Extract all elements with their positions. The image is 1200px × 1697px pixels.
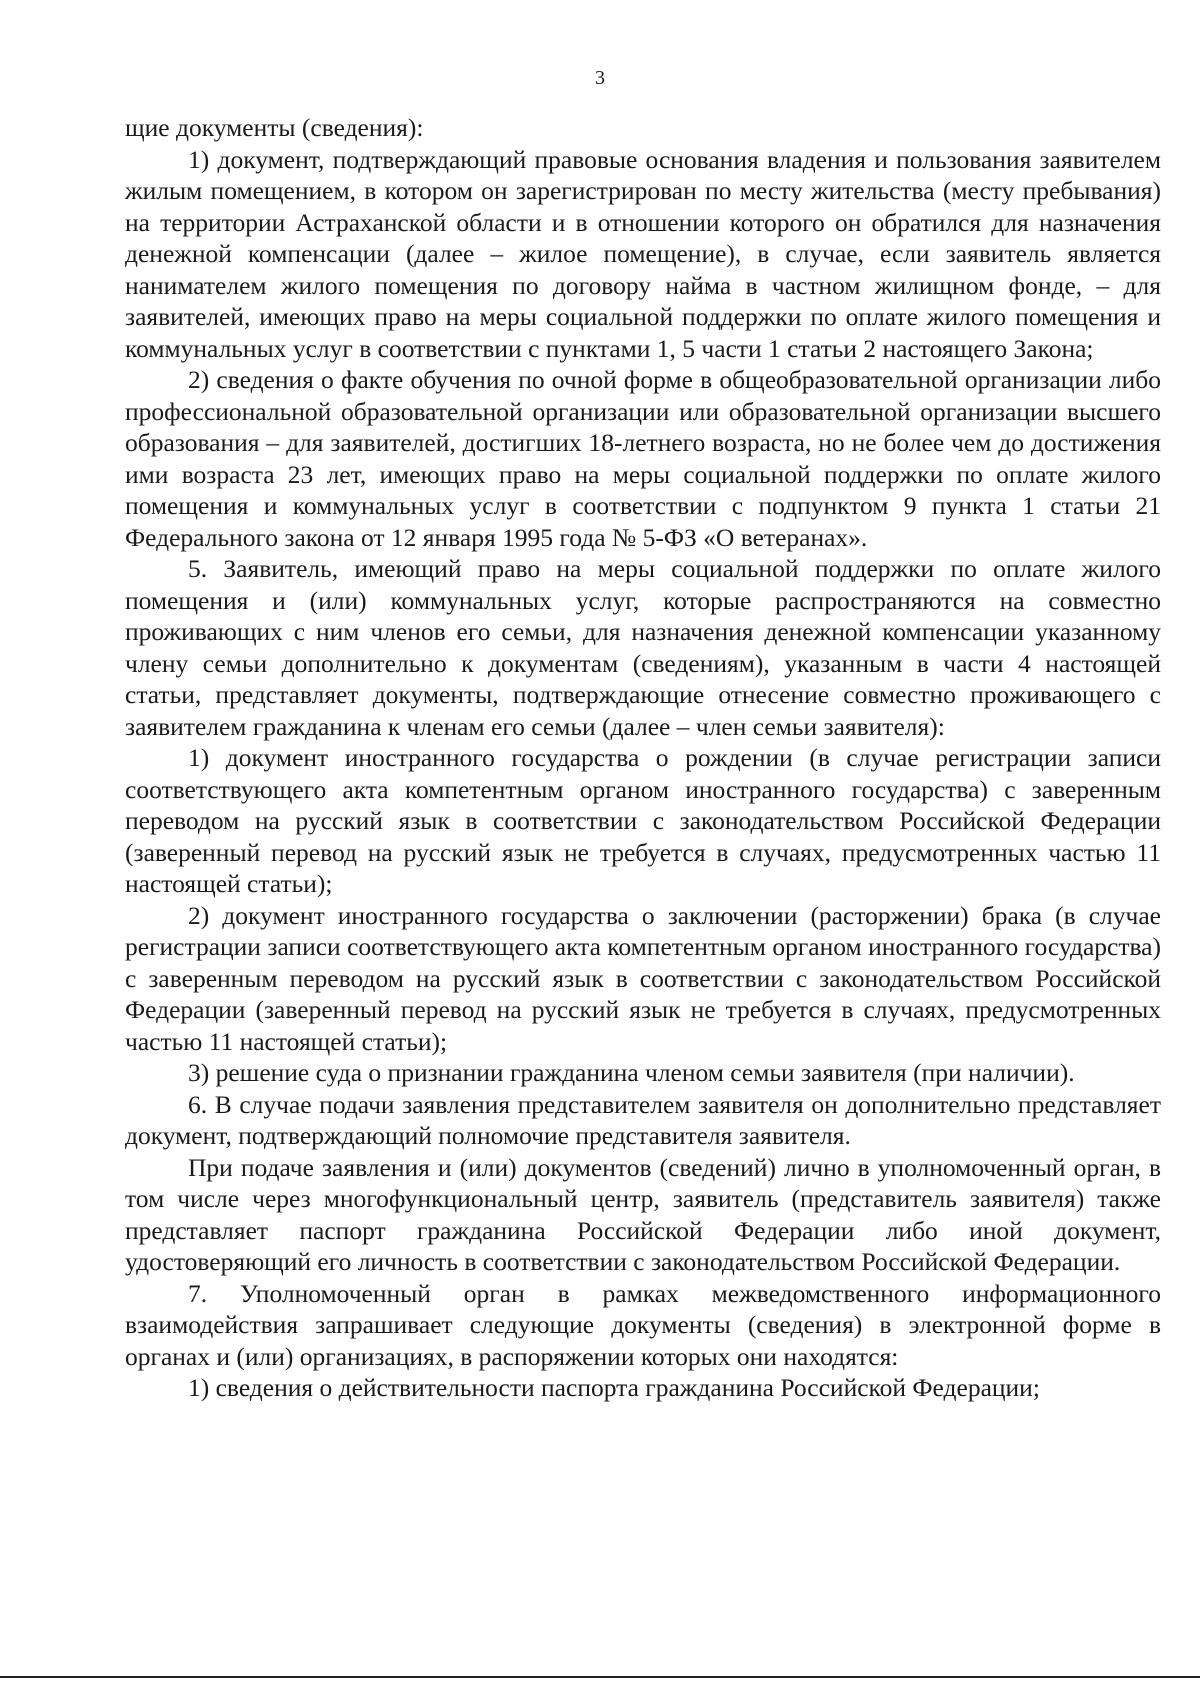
document-body: [125, 112, 1161, 1404]
paragraph-part-6-second: При подаче заявления и (или) документов (сведений) лично в уполномоченный орган, в том числе через многофункциональный центр, заявитель (представитель заявителя) также представляет паспорт гражданина Российской Федерации либо иной документ, удостоверяющий его личность в соответствии с законодательством Российской Федерации.: [125, 1152, 1161, 1276]
paragraph-item-5-1: 1) документ иностранного государства о рождении (в случае регистрации записи соответствующего акта компетентным органом иностранного государства) с заверенным переводом на русский язык в соответствии с законодательством Российской Федерации (заверенный перевод на русский язык не требуется в случаях, предусмотренных частью 11 настоящей статьи);: [125, 743, 1161, 898]
paragraph-continuation: щие документы (сведения):: [125, 113, 424, 142]
paragraph-part-5: 5. Заявитель, имеющий право на меры социальной поддержки по оплате жилого помещения и (или) коммунальных услуг, которые распространяются на совместно проживающих с ним членов его семьи, для назначения денежной компенсации указанному члену семьи дополнительно к документам (сведениям), указанным в части 4 настоящей статьи, представляет документы, подтверждающие отнесение совместно проживающего с заявителем гражданина к членам его семьи (далее – член семьи заявителя):: [125, 554, 1161, 741]
paragraph-item-5-2: 2) документ иностранного государства о заключении (расторжении) брака (в случае регистрации записи соответствующего акта компетентным органом иностранного государства) с заверенным переводом на русский язык в соответствии с законодательством Российской Федерации (заверенный перевод на русский язык не требуется в случаях, предусмотренных частью 11 настоящей статьи);: [125, 900, 1161, 1056]
paragraph-item-4-1: 1) документ, подтверждающий правовые основания владения и пользования заявителем жилым помещением, в котором он зарегистрирован по месту жительства (месту пребывания) на территории Астраханской области и в отношении которого он обратился для назначения денежной компенсации (далее – жилое помещение), в случае, если заявитель является нанимателем жилого помещения по договору найма в частном жилищном фонде, – для заявителей, имеющих право на меры социальной поддержки по оплате жилого помещения и коммунальных услуг в соответствии с пунктами 1, 5 части 1 статьи 2 настоящего Закона;: [125, 144, 1161, 363]
paragraph-part-7: 7. Уполномоченный орган в рамках межведомственного информационного взаимодействия запрашивает следующие документы (сведения) в электронной форме в органах и (или) организациях, в распоряжении которых они находятся:: [125, 1278, 1161, 1371]
paragraph-item-5-3: 3) решение суда о признании гражданина членом семьи заявителя (при наличии).: [188, 1058, 1075, 1087]
paragraph-item-4-2: 2) сведения о факте обучения по очной форме в общеобразовательной организации либо профессиональной образовательной организации или образовательной организации высшего образования – для заявителей, достигших 18-летнего возраста, но не более чем до достижения ими возраста 23 лет, имеющих право на меры социальной поддержки по оплате жилого помещения и коммунальных услуг в соответствии с подпунктом 9 пункта 1 статьи 21 Федерального закона от 12 января 1995 года № 5-ФЗ «О ветеранах».: [125, 365, 1161, 552]
bottom-divider: [0, 1676, 1200, 1678]
paragraph-part-6: 6. В случае подачи заявления представителем заявителя он дополнительно представляет документ, подтверждающий полномочие представителя заявителя.: [125, 1089, 1161, 1150]
paragraph-item-7-1: 1) сведения о действительности паспорта гражданина Российской Федерации;: [188, 1373, 1040, 1402]
page-number: 3: [595, 67, 605, 89]
